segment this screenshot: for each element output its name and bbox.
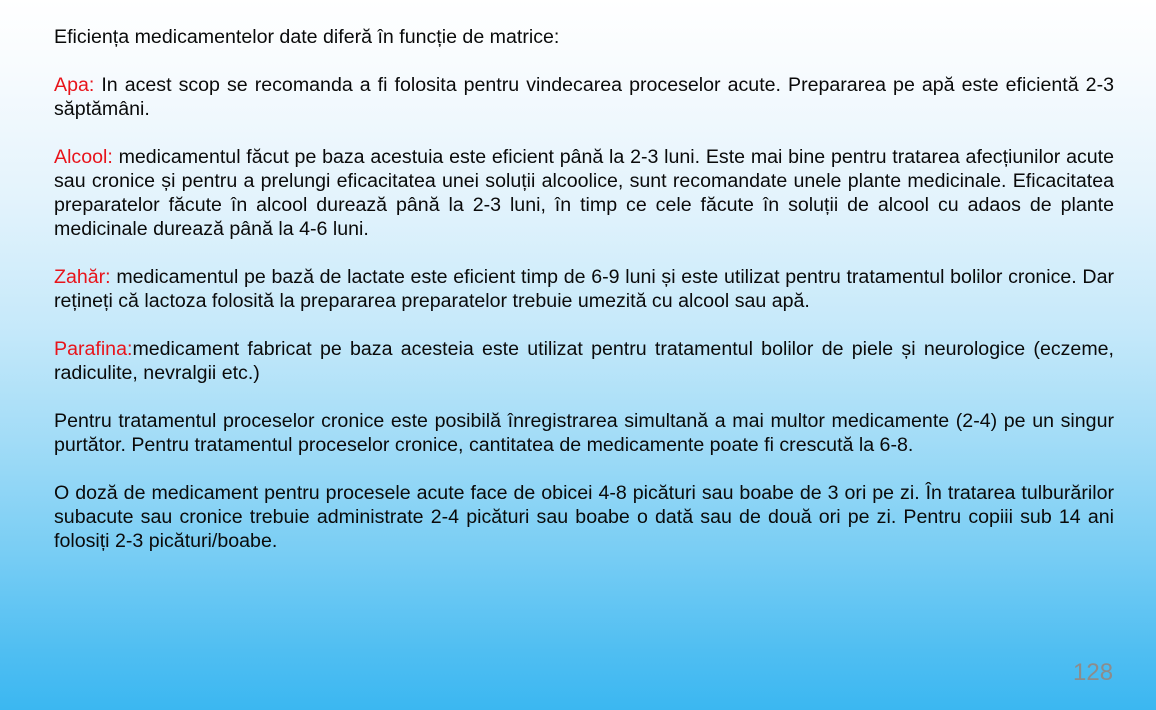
- section-zahar: [54, 265, 1114, 313]
- spacer: [54, 121, 1114, 145]
- spacer: [54, 385, 1114, 409]
- section-parafina: [54, 337, 1114, 385]
- term-description: medicament fabricat pe baza acesteia este utilizat pentru tratamentul bolilor de piele și neurologice (eczeme, radiculite, nevralgii etc.): [54, 338, 1114, 384]
- term-description: medicamentul făcut pe baza acestuia este eficient până la 2-3 luni. Este mai bine pentru tratarea afecțiunilor acute sau cronice și pentru a prelungi eficacitatea unei soluții alcoolice, sunt recomandate unele plante medicinale. Eficacitatea preparatelor făcute în alcool durează până la 2-3 luni, în timp ce cele făcute în soluții de alcool cu adaos de plante medicinale durează până la 4-6 luni.: [54, 146, 1114, 240]
- spacer: [54, 457, 1114, 481]
- term-label: Apa:: [54, 74, 95, 96]
- intro-text: Eficiența medicamentelor date diferă în funcție de matrice:: [54, 26, 560, 48]
- spacer: [54, 49, 1114, 73]
- term-description: In acest scop se recomanda a fi folosita pentru vindecarea proceselor acute. Prepararea pe apă este eficientă 2-3 săptămâni.: [54, 74, 1114, 120]
- term-label: Zahăr:: [54, 266, 111, 288]
- term-label: Alcool:: [54, 146, 113, 168]
- section-alcool: [54, 145, 1114, 241]
- page-number: 128: [1073, 659, 1114, 686]
- dosage-paragraph: O doză de medicament pentru procesele acute face de obicei 4-8 picături sau boabe de 3 ori pe zi. În tratarea tulburărilor subacute sau cronice trebuie administrate 2-4 picături sau boabe o dată sau de două ori pe zi. Pentru copiii sub 14 ani folosiți 2-3 picături/boabe.: [54, 482, 1114, 552]
- section-apa: [54, 73, 1114, 121]
- spacer: [54, 313, 1114, 337]
- slide-body: [54, 25, 1114, 553]
- term-description: medicamentul pe bază de lactate este eficient timp de 6-9 luni și este utilizat pentru tratamentul bolilor cronice. Dar rețineți că lactoza folosită la prepararea preparatelor trebuie umezită cu alcool sau apă.: [54, 266, 1114, 312]
- chronic-treatment-paragraph: Pentru tratamentul proceselor cronice este posibilă înregistrarea simultană a mai multor medicamente (2-4) pe un singur purtător. Pentru tratamentul proceselor cronice, cantitatea de medicamente poate fi crescută la 6-8.: [54, 410, 1114, 456]
- term-label: Parafina:: [54, 338, 133, 360]
- spacer: [54, 241, 1114, 265]
